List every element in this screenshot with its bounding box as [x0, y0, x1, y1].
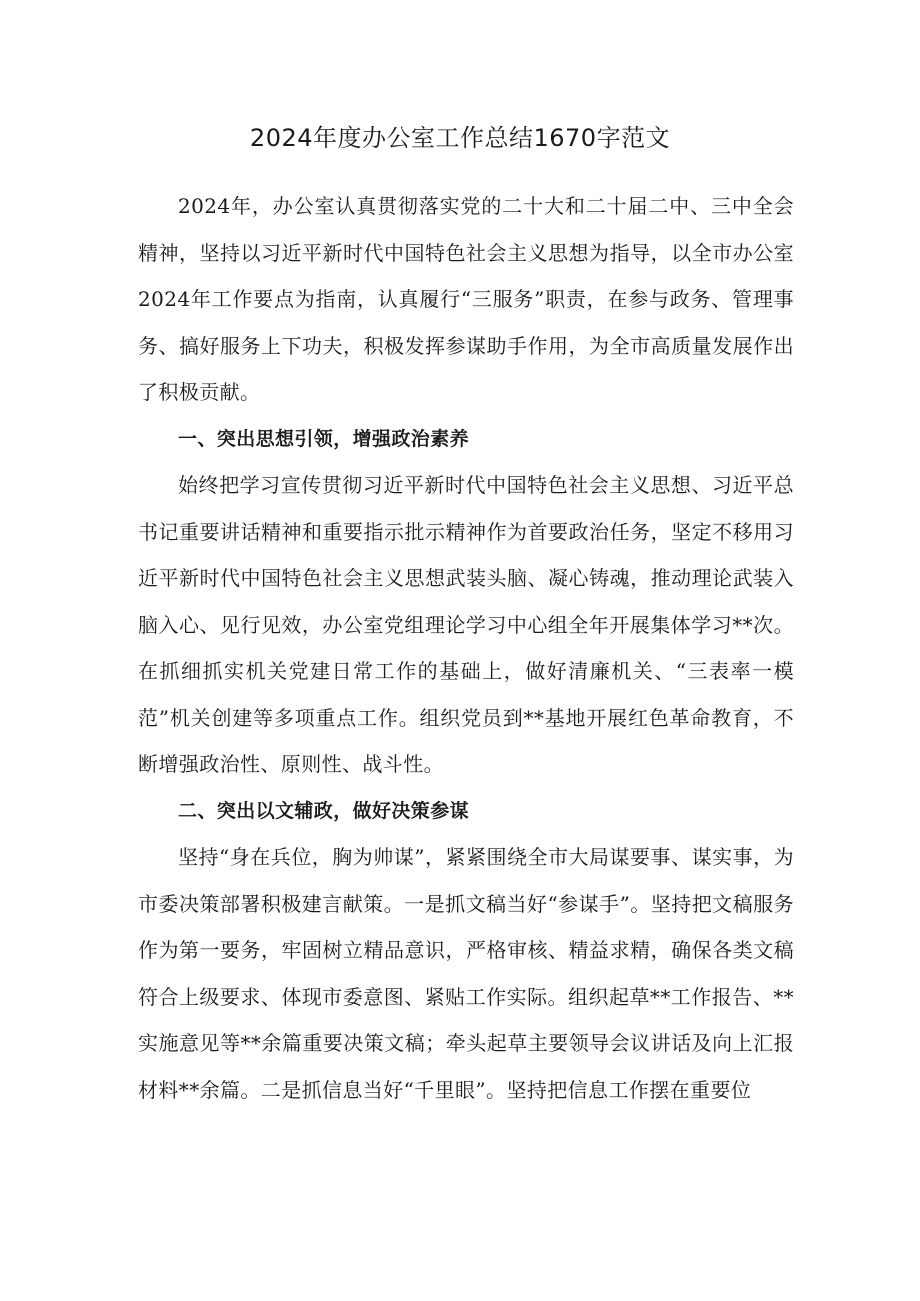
- section-heading-1: 一、突出思想引领，增强政治素养: [178, 427, 470, 450]
- section-heading-2: 二、突出以文辅政，做好决策参谋: [178, 799, 470, 822]
- intro-paragraph: 2024年，办公室认真贯彻落实党的二十大和二十届二中、三中全会精神，坚持以习近平新时代中国特色社会主义思想为指导，以全市办公室2024年工作要点为指南，认真履行“三服务”职责，在参与政务、管理事务、搞好服务上下功夫，积极发挥参谋助手作用，为全市高质量发展作出了积极贡献。: [138, 194, 794, 404]
- section-1-paragraph: 始终把学习宣传贯彻习近平新时代中国特色社会主义思想、习近平总书记重要讲话精神和重要指示批示精神作为首要政治任务，坚定不移用习近平新时代中国特色社会主义思想武装头脑、凝心铸魂，推动理论武装入脑入心、见行见效，办公室党组理论学习中心组全年开展集体学习**次。在抓细抓实机关党建日常工作的基础上，做好清廉机关、“三表率一模范”机关创建等多项重点工作。组织党员到**基地开展红色革命教育，不断增强政治性、原则性、战斗性。: [138, 473, 794, 776]
- document-title: 2024年度办公室工作总结1670字范文: [249, 124, 671, 152]
- section-2-paragraph: 坚持“身在兵位，胸为帅谋”，紧紧围绕全市大局谋要事、谋实事，为市委决策部署积极建言献策。一是抓文稿当好“参谋手”。坚持把文稿服务作为第一要务，牢固树立精品意识，严格审核、精益求精，确保各类文稿符合上级要求、体现市委意图、紧贴工作实际。组织起草**工作报告、**实施意见等**余篇重要决策文稿；牵头起草主要领导会议讲话及向上汇报材料**余篇。二是抓信息当好“千里眼”。坚持把信息工作摆在重要位: [138, 845, 794, 1102]
- document-body: [138, 183, 794, 1113]
